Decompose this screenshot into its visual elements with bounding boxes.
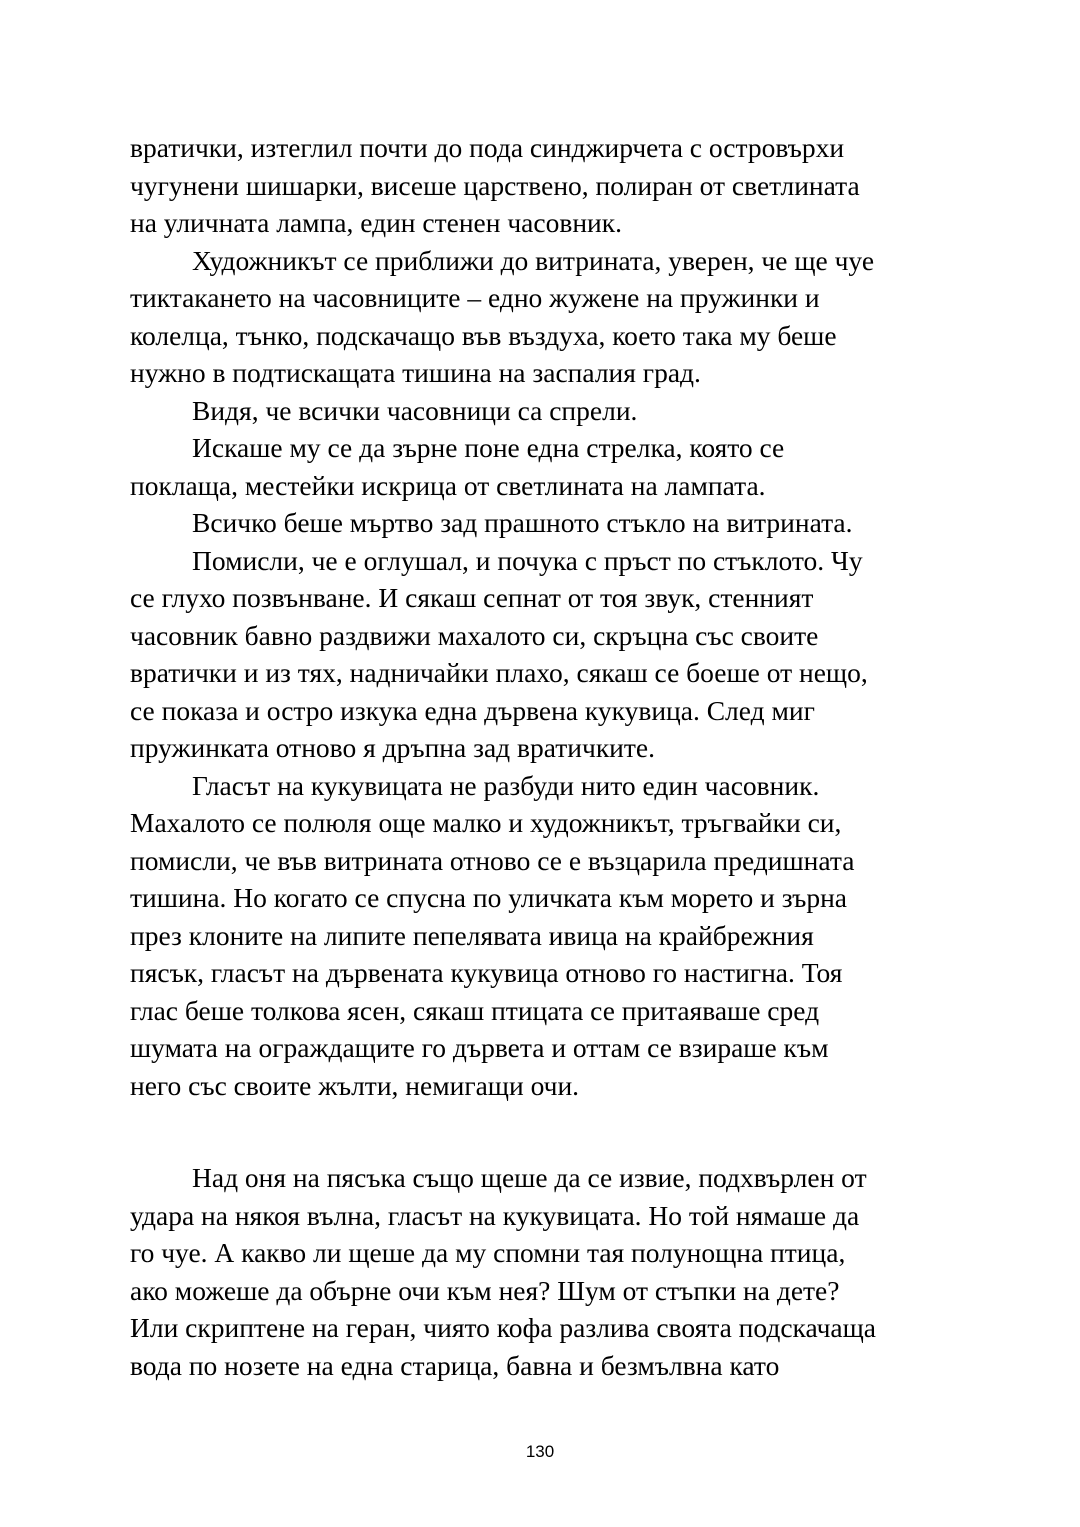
text-line: се показа и остро изкука една дървена кукувица. След миг (130, 694, 815, 726)
text-block-main (130, 129, 960, 1104)
text-line: Или скриптене на геран, чиято кофа разлива своята подскачаща (130, 1312, 876, 1343)
text-line: пружинката отново я дръпна зад вратичките. (130, 732, 655, 763)
text-line: го чуе. А какво ли щеше да му спомни тая полунощна птица, (130, 1237, 846, 1268)
text-line: на уличната лампа, един стенен часовник. (130, 207, 622, 238)
text-line: Художникът се приближи до витрината, уверен, че ще чуе (192, 244, 875, 276)
text-line: се глухо позвънване. И сякаш сепнат от тоя звук, стенният (130, 582, 814, 613)
text-line: Гласът на кукувицата не разбуди нито един часовник. (192, 769, 820, 801)
text-line: вратички и из тях, надничайки плахо, сякаш се боеше от нещо, (130, 657, 868, 688)
text-line: пясък, гласът на дървената кукувица отново го настигна. Тоя (130, 957, 843, 988)
text-line: Видя, че всички часовници са спрели. (192, 394, 638, 426)
text-line: Помисли, че е оглушал, и почука с пръст по стъклото. Чу (192, 544, 863, 576)
text-line: Всичко беше мъртво зад прашното стъкло на витрината. (192, 507, 853, 538)
text-line: вратички, изтеглил почти до пода синджирчета с островърхи (130, 132, 845, 163)
text-line: нужно в подтискащата тишина на заспалия град. (130, 357, 701, 388)
text-line: ако можеше да обърне очи към нея? Шум от стъпки на дете? (130, 1274, 840, 1306)
text-line: колелца, тънко, подскачащо във въздуха, което така му беше (130, 319, 837, 351)
text-line: поклаща, местейки искрица от светлината на лампата. (130, 469, 766, 501)
page-number: 130 (525, 1442, 555, 1461)
text-line: през клоните на липите пепелявата ивица на крайбрежния (130, 919, 814, 951)
text-line: удара на някоя вълна, гласът на кукувицата. Но той нямаше да (130, 1199, 860, 1231)
text-line: шумата на ограждащите го дървета и оттам се взираше към (130, 1032, 829, 1063)
text-line: Над оня на пясъка също щеше да се извие, подхвърлен от (192, 1162, 867, 1193)
text-line: чугунени шишарки, висеше царствено, полиран от светлината (130, 169, 860, 201)
text-line: вода по нозете на една старица, бавна и безмълвна като (130, 1349, 780, 1381)
text-line: глас беше толкова ясен, сякаш птицата се притаяваше сред (130, 994, 820, 1026)
text-line: тиктакането на часовниците – едно жужене на пружинки и (130, 282, 820, 313)
text-line: часовник бавно раздвижи махалото си, скръцна със своите (130, 619, 819, 651)
text-line: него със своите жълти, немигащи очи. (130, 1069, 580, 1101)
text-line: помисли, че във витрината отново се е възцарила предишната (130, 844, 855, 876)
text-line: Махалото се полюля още малко и художникът, тръгвайки си, (130, 807, 842, 838)
text-line: Искаше му се да зърне поне една стрелка, която се (192, 432, 785, 463)
text-line: тишина. Но когато се спусна по уличката към морето и зърна (130, 882, 848, 913)
text-block-continuation (130, 1159, 960, 1384)
